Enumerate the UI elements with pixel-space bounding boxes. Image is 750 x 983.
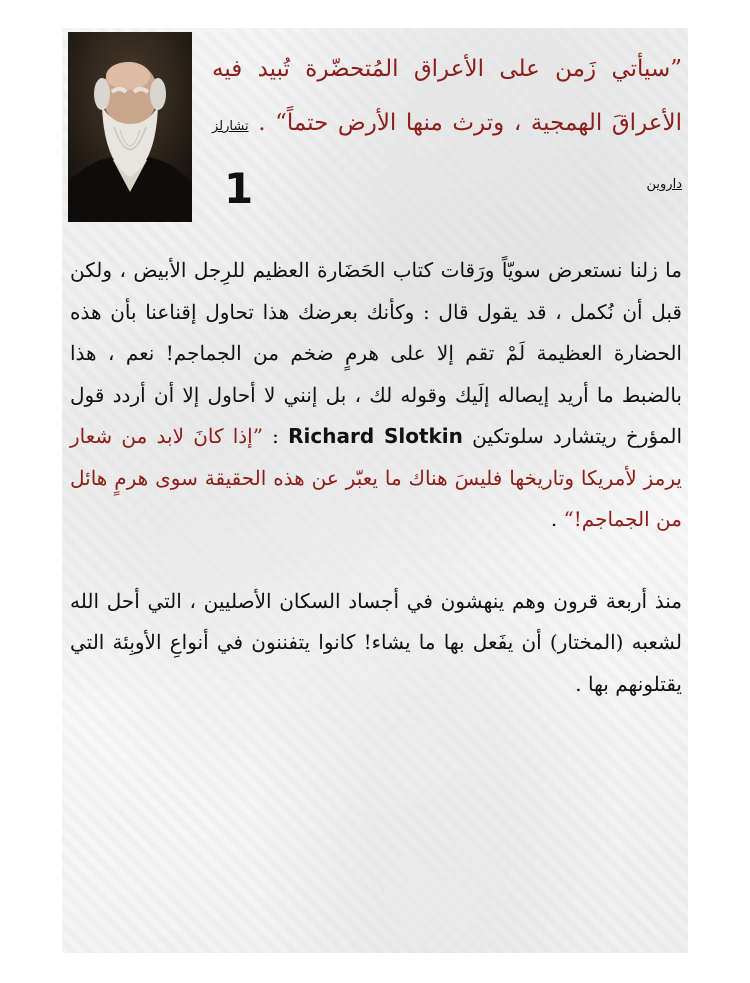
paragraph-1-text: ما زلنا نستعرض سويّاً ورَقات كتاب الحَضَارة العظيم للرِجل الأبيض ، ولكن قبل أن نُكمل ، قد يقول قال : وكأنك بعرضك هذا تحاول إقناعنا بأن هذه الحضارة العظيمة لَمْ تقم إلا على هرمٍ ضخم من الجماجم! نعم ، هذا بالضبط ما أريد إيصاله إلَيك وقوله لك ، بل إنني لا أحاول إلا أن أردد قول المؤرخ ريتشارد سلوتكين [70,258,682,448]
darwin-quote [212,42,682,212]
paragraph-2: منذ أربعة قرون وهم ينهشون في أجساد السكان الأصليين ، التي أحل الله لشعبه (المختار) أن يفَعل بها ما يشاء! كانوا يتفننون في أنواعِ الأوبِئة التي يقتلونهم بها . [70,588,682,696]
article-body [70,250,682,705]
period: . [550,507,564,531]
page-number: 1 [224,164,254,213]
paragraph-1 [70,250,682,541]
latin-name: Richard Slotkin [288,424,463,448]
quote-attribution: تشارلز داروين [212,119,682,192]
document-page [62,28,688,953]
darwin-portrait [68,32,192,222]
colon: : [262,424,289,448]
quote-text: ”سيأتي زَمن على الأعراق المُتحضّرة تُبيد فيه الأعراقَ الهمجية ، وترث منها الأرض حتماً“ . [212,56,682,136]
slotkin-quote: ”إذا كانَ لابد من شعار يرمز لأمريكا وتاريخها فليسَ هناك ما يعبّر عن هذه الحقيقة سوى هرمٍ هائل من الجماجم!“ [70,424,682,531]
